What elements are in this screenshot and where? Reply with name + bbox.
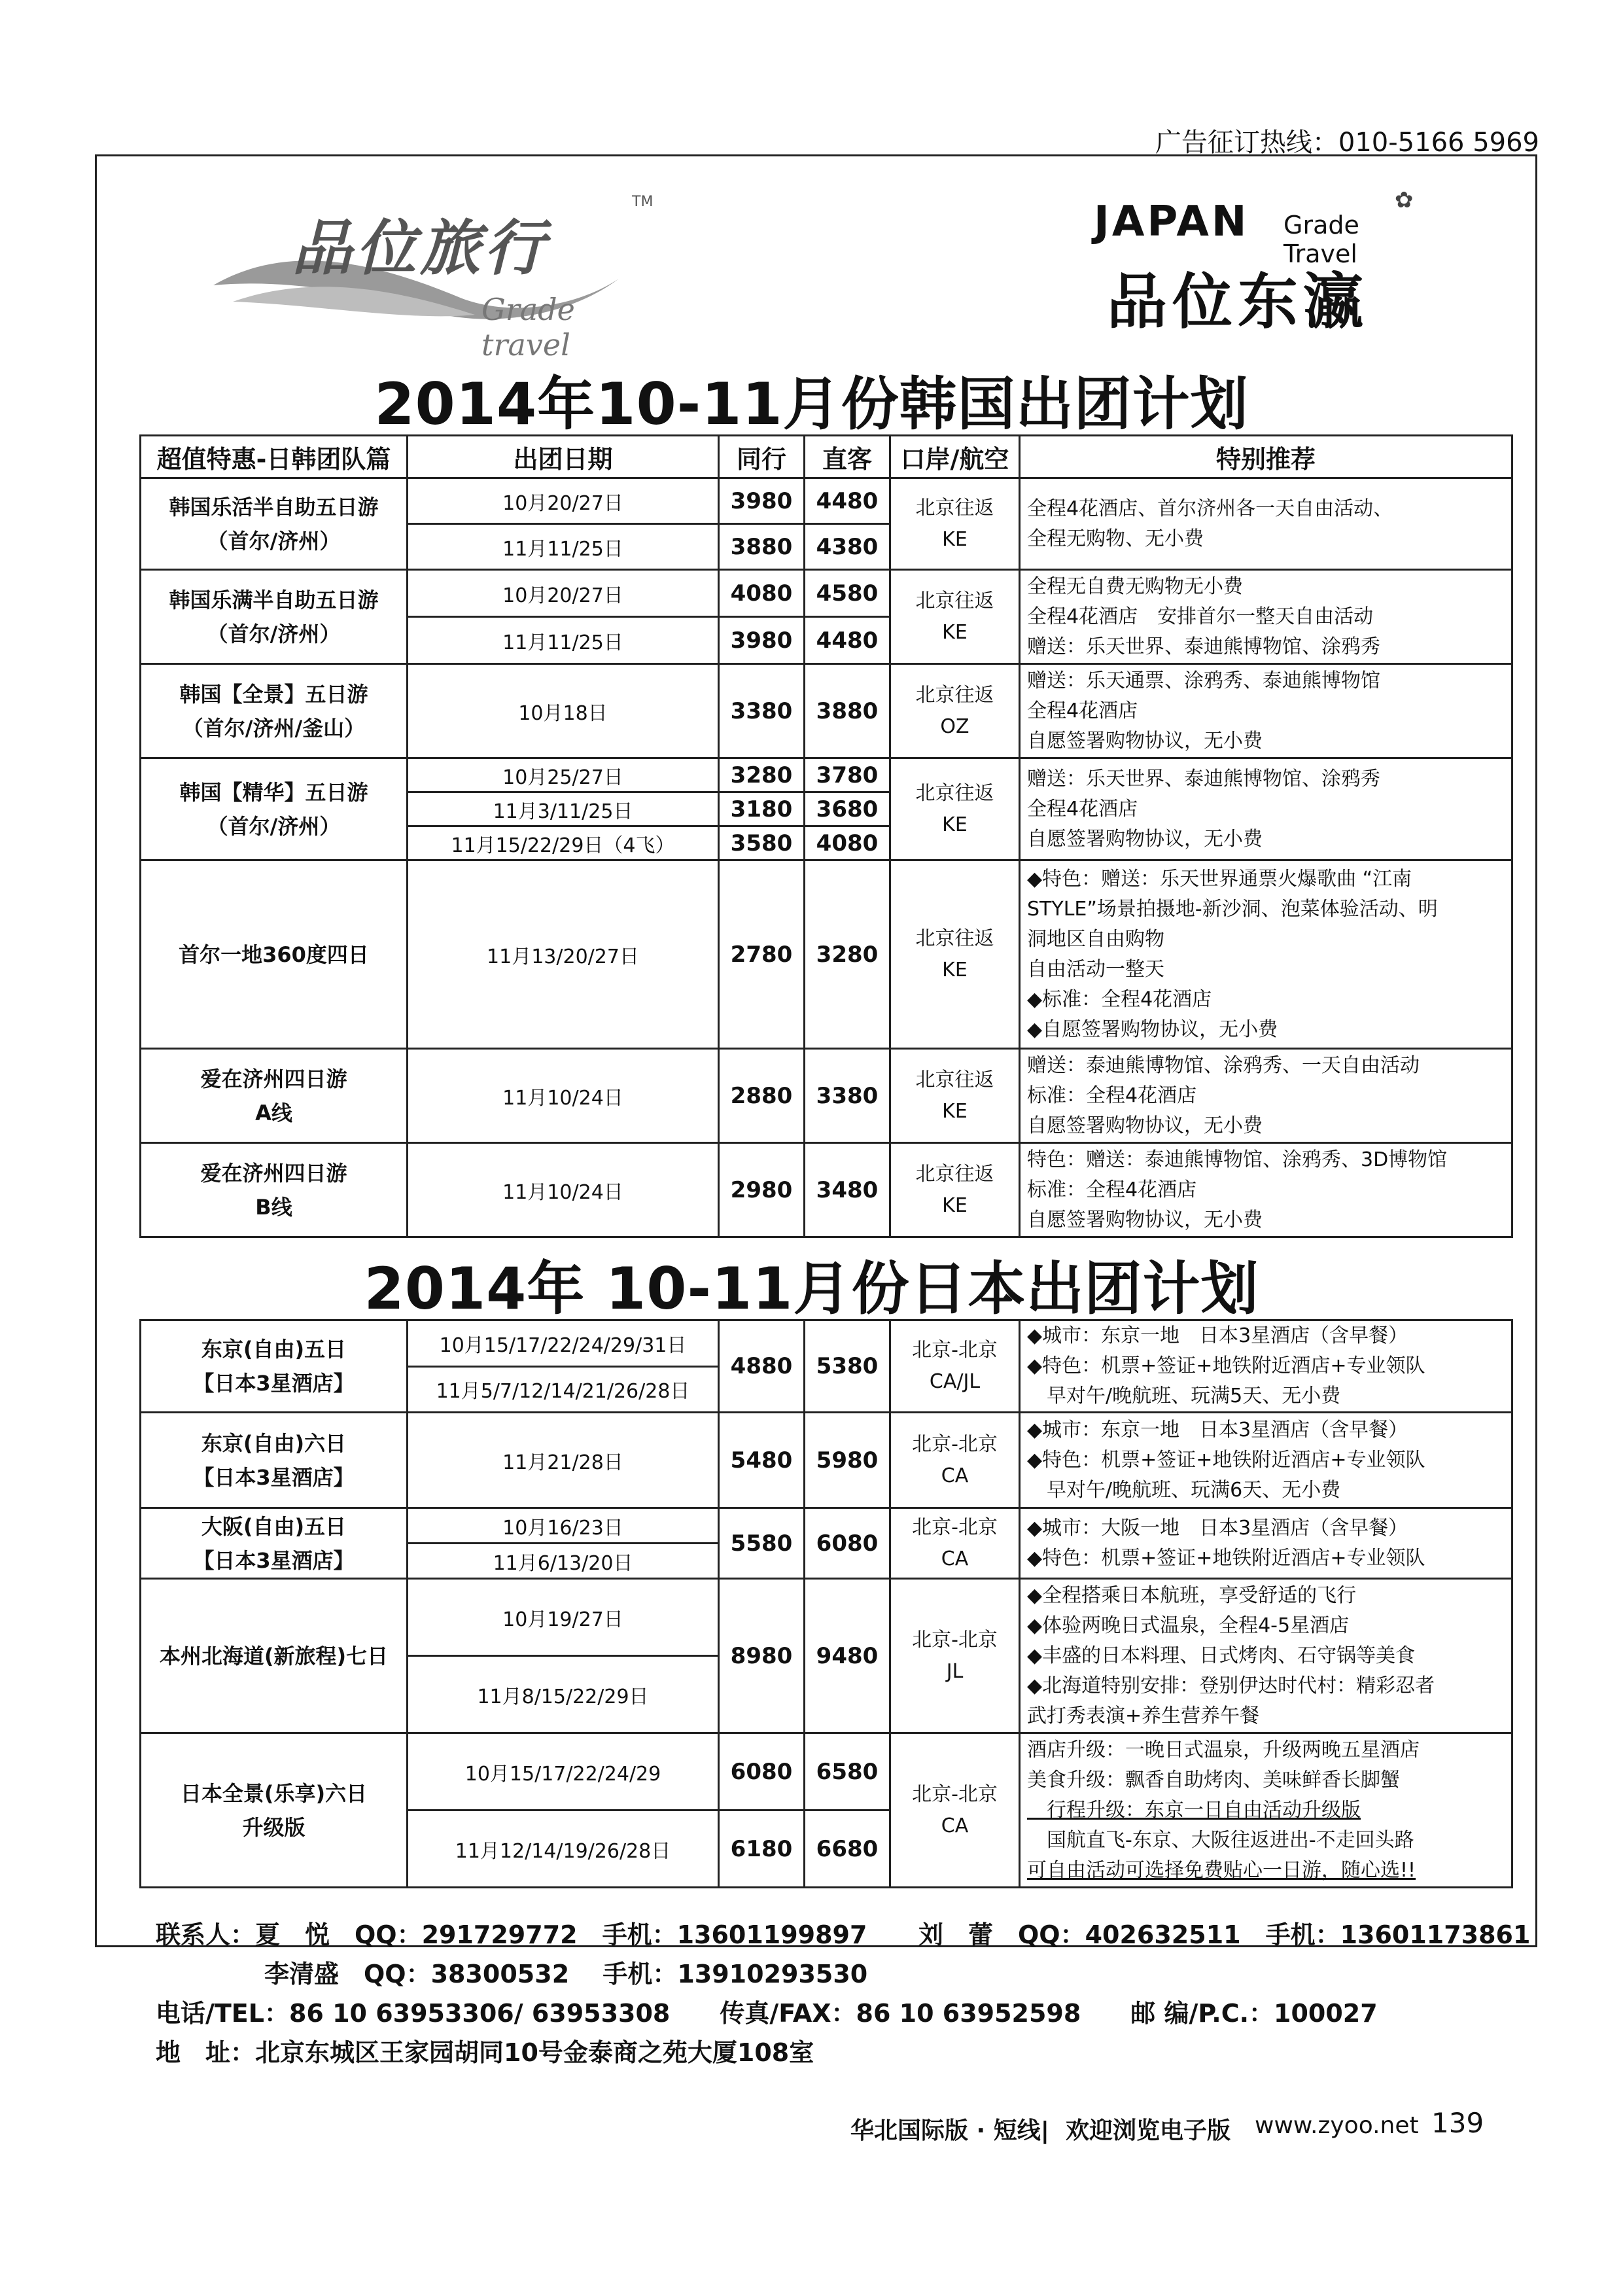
port-airline: 北京往返 KE xyxy=(890,1143,1020,1237)
retail-price: 6680 xyxy=(805,1810,890,1888)
recommend-text: ◆全程搭乘日本航班，享受舒适的飞行 ◆体验两晚日式温泉，全程4-5星酒店 ◆丰盛的日本料理、日式烤肉、石守锅等美食 ◆北海道特别安排：登别伊达时代村：精彩忍者 武打秀表演+养生营养午餐 xyxy=(1020,1579,1512,1733)
port-airline: 北京-北京 CA/JL xyxy=(890,1320,1020,1413)
agent-price: 3180 xyxy=(719,792,805,826)
table-row xyxy=(141,1143,1512,1237)
table-row xyxy=(141,664,1512,758)
agent-price: 5580 xyxy=(719,1508,805,1579)
retail-price: 9480 xyxy=(805,1579,890,1733)
recommend-text: 全程4花酒店、首尔济州各一天自由活动、 全程无购物、无小费 xyxy=(1020,478,1512,570)
retail-price: 3680 xyxy=(805,792,890,826)
tour-date: 10月20/27日 xyxy=(408,570,719,617)
tour-date: 11月11/25日 xyxy=(408,524,719,570)
tour-name: 东京(自由)六日 【日本3星酒店】 xyxy=(141,1413,408,1508)
agent-price: 4880 xyxy=(719,1320,805,1413)
tour-date: 10月19/27日 xyxy=(408,1579,719,1656)
page-number: 139 xyxy=(1431,2107,1484,2139)
port-airline: 北京-北京 JL xyxy=(890,1579,1020,1733)
retail-price: 4480 xyxy=(805,617,890,664)
tour-date: 10月25/27日 xyxy=(408,758,719,792)
port-airline: 北京往返 KE xyxy=(890,478,1020,570)
header-dates: 出团日期 xyxy=(408,436,719,478)
table-row xyxy=(141,1049,1512,1143)
retail-price: 3480 xyxy=(805,1143,890,1237)
port-airline: 北京-北京 CA xyxy=(890,1413,1020,1508)
retail-price: 3780 xyxy=(805,758,890,792)
tour-date: 10月15/17/22/24/29 xyxy=(408,1733,719,1810)
agent-price: 6180 xyxy=(719,1810,805,1888)
retail-price: 6580 xyxy=(805,1733,890,1810)
logo-en-text: Grade travel xyxy=(481,292,575,362)
tour-date: 10月15/17/22/24/29/31日 xyxy=(408,1320,719,1367)
table-row xyxy=(141,758,1512,792)
tour-date: 11月13/20/27日 xyxy=(408,860,719,1049)
grade-travel-logo xyxy=(213,187,671,362)
retail-price: 4080 xyxy=(805,826,890,860)
table-row xyxy=(141,1733,1512,1810)
japan-section-title: 2014年 10-11月份日本出团计划 xyxy=(364,1255,1259,1322)
tour-date: 11月8/15/22/29日 xyxy=(408,1656,719,1733)
agent-price: 2780 xyxy=(719,860,805,1049)
tour-name: 本州北海道(新旅程)七日 xyxy=(141,1579,408,1733)
header-retail-price: 直客 xyxy=(805,436,890,478)
agent-price: 5480 xyxy=(719,1413,805,1508)
port-airline: 北京往返 KE xyxy=(890,1049,1020,1143)
tour-name: 爱在济州四日游 B线 xyxy=(141,1143,408,1237)
recommend-text: ◆城市：东京一地 日本3星酒店（含早餐） ◆特色：机票+签证+地铁附近酒店+专业领队 早对午/晚航班、玩满6天、无小费 xyxy=(1020,1413,1512,1508)
tour-date: 11月10/24日 xyxy=(408,1049,719,1143)
agent-price: 3980 xyxy=(719,478,805,524)
agent-price: 4080 xyxy=(719,570,805,617)
port-airline: 北京往返 OZ xyxy=(890,664,1020,758)
tour-name: 首尔一地360度四日 xyxy=(141,860,408,1049)
agent-price: 6080 xyxy=(719,1733,805,1810)
agent-price: 8980 xyxy=(719,1579,805,1733)
port-airline: 北京-北京 CA xyxy=(890,1508,1020,1579)
recommend-text: 赠送：泰迪熊博物馆、涂鸦秀、一天自由活动 标准：全程4花酒店 自愿签署购物协议，无小费 xyxy=(1020,1049,1512,1143)
contact-address: 地 址：北京东城区王家园胡同10号金泰商之苑大厦108室 xyxy=(156,2038,814,2067)
table-row xyxy=(141,1579,1512,1656)
logo-cn-text: 品位东瀛 xyxy=(1107,266,1369,337)
footer-section-label: 华北国际版 · 短线| 欢迎浏览电子版 xyxy=(850,2117,1230,2144)
logo-en-text: Grade Travel xyxy=(1283,211,1359,268)
tour-date: 11月21/28日 xyxy=(408,1413,719,1508)
tour-name: 韩国【全景】五日游 （首尔/济州/釜山） xyxy=(141,664,408,758)
japan-grade-travel-logo xyxy=(1094,187,1434,337)
trademark-mark: TM xyxy=(632,194,654,210)
header-agent-price: 同行 xyxy=(719,436,805,478)
recommend-text: 特色：赠送：泰迪熊博物馆、涂鸦秀、3D博物馆 标准：全程4花酒店 自愿签署购物协议，无小费 xyxy=(1020,1143,1512,1237)
table-row xyxy=(141,478,1512,524)
recommend-text: 赠送：乐天通票、涂鸦秀、泰迪熊博物馆 全程4花酒店 自愿签署购物协议，无小费 xyxy=(1020,664,1512,758)
table-row xyxy=(141,1508,1512,1544)
retail-price: 6080 xyxy=(805,1508,890,1579)
tour-date: 11月12/14/19/26/28日 xyxy=(408,1810,719,1888)
tour-date: 10月16/23日 xyxy=(408,1508,719,1544)
logo-brand-text: JAPAN xyxy=(1094,198,1249,246)
recommend-text: 酒店升级：一晚日式温泉，升级两晚五星酒店 美食升级：飘香自助烤肉、美味鲜香长脚蟹 行程升级：东京一日自由活动升级版 国航直飞-东京、大阪往返进出-不走回头路 可自由活动可选择免费贴心一日游，随心选!! xyxy=(1020,1733,1512,1888)
contact-phone-fax: 电话/TEL：86 10 63953306/ 63953308 传真/FAX：86 10 63952598 邮 编/P.C.：100027 xyxy=(156,1999,1378,2028)
header-tour-name: 超值特惠-日韩团队篇 xyxy=(141,436,408,478)
table-header-row xyxy=(141,436,1512,478)
korea-tour-table xyxy=(139,434,1513,1238)
agent-price: 2880 xyxy=(719,1049,805,1143)
recommend-text: ◆城市：东京一地 日本3星酒店（含早餐） ◆特色：机票+签证+地铁附近酒店+专业领队 早对午/晚航班、玩满5天、无小费 xyxy=(1020,1320,1512,1413)
agent-price: 3580 xyxy=(719,826,805,860)
port-airline: 北京往返 KE xyxy=(890,570,1020,664)
retail-price: 4480 xyxy=(805,478,890,524)
port-airline: 北京往返 KE xyxy=(890,860,1020,1049)
contact-line-2: 李清盛 QQ：38300532 手机：13910293530 xyxy=(264,1960,868,1988)
tour-name: 东京(自由)五日 【日本3星酒店】 xyxy=(141,1320,408,1413)
retail-price: 5380 xyxy=(805,1320,890,1413)
port-airline: 北京-北京 CA xyxy=(890,1733,1020,1888)
retail-price: 3880 xyxy=(805,664,890,758)
agent-price: 2980 xyxy=(719,1143,805,1237)
recommend-text: ◆城市：大阪一地 日本3星酒店（含早餐） ◆特色：机票+签证+地铁附近酒店+专业领队 xyxy=(1020,1508,1512,1579)
tour-name: 爱在济州四日游 A线 xyxy=(141,1049,408,1143)
agent-price: 3880 xyxy=(719,524,805,570)
tour-name: 韩国【精华】五日游 （首尔/济州） xyxy=(141,758,408,860)
tour-date: 11月11/25日 xyxy=(408,617,719,664)
tour-date: 10月18日 xyxy=(408,664,719,758)
agent-price: 3280 xyxy=(719,758,805,792)
cherry-blossom-icon: ✿ xyxy=(1395,187,1414,213)
korea-section-title: 2014年10-11月份韩国出团计划 xyxy=(374,370,1249,438)
ad-hotline: 广告征订热线：010-5166 5969 xyxy=(1155,128,1539,158)
tour-date: 11月3/11/25日 xyxy=(408,792,719,826)
header-port-airline: 口岸/航空 xyxy=(890,436,1020,478)
tour-name: 韩国乐活半自助五日游 （首尔/济州） xyxy=(141,478,408,570)
retail-price: 4580 xyxy=(805,570,890,617)
table-row xyxy=(141,570,1512,617)
agent-price: 3980 xyxy=(719,617,805,664)
table-row xyxy=(141,1413,1512,1508)
tour-name: 日本全景(乐享)六日 升级版 xyxy=(141,1733,408,1888)
retail-price: 3380 xyxy=(805,1049,890,1143)
contact-line-1b: 刘 蕾 QQ：402632511 手机：13601173861 xyxy=(918,1920,1531,1949)
header-recommend: 特别推荐 xyxy=(1020,436,1512,478)
tour-date: 11月10/24日 xyxy=(408,1143,719,1237)
tour-date: 10月20/27日 xyxy=(408,478,719,524)
table-row xyxy=(141,1320,1512,1367)
tour-date: 11月6/13/20日 xyxy=(408,1544,719,1579)
recommend-text: 全程无自费无购物无小费 全程4花酒店 安排首尔一整天自由活动 赠送：乐天世界、泰迪熊博物馆、涂鸦秀 xyxy=(1020,570,1512,664)
contact-line-1a: 联系人：夏 悦 QQ：291729772 手机：13601199897 xyxy=(156,1920,867,1949)
port-airline: 北京往返 KE xyxy=(890,758,1020,860)
recommend-text: ◆特色：赠送：乐天世界通票火爆歌曲 “江南 STYLE”场景拍摄地-新沙洞、泡菜体验活动、明 洞地区自由购物 自由活动一整天 ◆标准：全程4花酒店 ◆自愿签署购物协议，无小费 xyxy=(1020,860,1512,1049)
tour-name: 大阪(自由)五日 【日本3星酒店】 xyxy=(141,1508,408,1579)
tour-date: 11月15/22/29日（4飞） xyxy=(408,826,719,860)
retail-price: 4380 xyxy=(805,524,890,570)
tour-date: 11月5/7/12/14/21/26/28日 xyxy=(408,1366,719,1413)
tour-name: 韩国乐满半自助五日游 （首尔/济州） xyxy=(141,570,408,664)
recommend-text: 赠送：乐天世界、泰迪熊博物馆、涂鸦秀 全程4花酒店 自愿签署购物协议，无小费 xyxy=(1020,758,1512,860)
footer-url[interactable]: www.zyoo.net xyxy=(1255,2112,1419,2139)
retail-price: 3280 xyxy=(805,860,890,1049)
table-row xyxy=(141,860,1512,1049)
agent-price: 3380 xyxy=(719,664,805,758)
retail-price: 5980 xyxy=(805,1413,890,1508)
logo-cn-text: 品位旅行 xyxy=(292,213,549,283)
japan-tour-table xyxy=(139,1319,1513,1888)
